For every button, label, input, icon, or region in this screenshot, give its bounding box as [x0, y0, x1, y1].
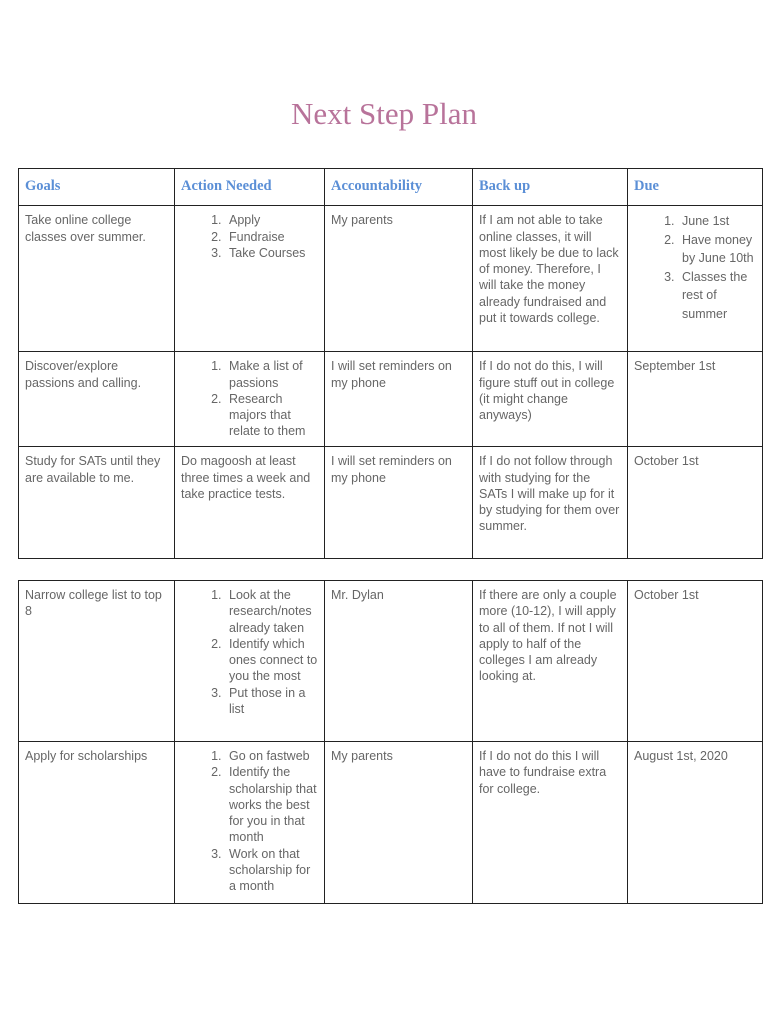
action-cell — [175, 581, 325, 742]
action-list — [181, 748, 318, 895]
accountability-cell: I will set reminders on my phone — [325, 447, 473, 559]
accountability-cell: My parents — [325, 742, 473, 904]
list-item: 2. Research majors that relate to them — [225, 391, 318, 440]
header-action-needed: Action Needed — [175, 169, 325, 206]
table-row — [19, 447, 763, 559]
action-cell: Do magoosh at least three times a week and take practice tests. — [175, 447, 325, 559]
backup-cell: If I do not do this, I will figure stuff out in college (it might change anyways) — [473, 352, 628, 447]
table-row — [19, 742, 763, 904]
action-cell — [175, 742, 325, 904]
list-item: 3. Put those in a list — [225, 685, 318, 718]
table-row — [19, 352, 763, 447]
table-row — [19, 206, 763, 352]
accountability-cell: My parents — [325, 206, 473, 352]
backup-cell: If I do not follow through with studying for the SATs I will make up for it by studying for them over summer. — [473, 447, 628, 559]
due-cell: October 1st — [628, 581, 763, 742]
header-row — [19, 169, 763, 206]
due-cell: October 1st — [628, 447, 763, 559]
goal-cell: Discover/explore passions and calling. — [19, 352, 175, 447]
list-item: 1. Go on fastweb — [225, 748, 318, 764]
backup-cell: If there are only a couple more (10-12), I will apply to all of them. If not I will apply to half of the colleges I am already looking at. — [473, 581, 628, 742]
header-back-up: Back up — [473, 169, 628, 206]
action-list — [181, 587, 318, 717]
action-list — [181, 358, 318, 439]
header-due: Due — [628, 169, 763, 206]
accountability-cell: I will set reminders on my phone — [325, 352, 473, 447]
list-item: 1. Apply — [225, 212, 318, 228]
backup-cell: If I am not able to take online classes, it will most likely be due to lack of money. Therefore, I will take the money already fundraised and put it towards college. — [473, 206, 628, 352]
list-item: 2. Identify the scholarship that works the best for you in that month — [225, 764, 318, 845]
list-item: 3. Classes the rest of summer — [678, 268, 756, 324]
accountability-cell: Mr. Dylan — [325, 581, 473, 742]
due-cell: August 1st, 2020 — [628, 742, 763, 904]
header-accountability: Accountability — [325, 169, 473, 206]
goal-cell: Take online college classes over summer. — [19, 206, 175, 352]
action-list — [181, 212, 318, 261]
page-title: Next Step Plan — [291, 96, 477, 131]
list-item: 1. Make a list of passions — [225, 358, 318, 391]
backup-cell: If I do not do this I will have to fundraise extra for college. — [473, 742, 628, 904]
action-cell — [175, 352, 325, 447]
due-cell — [628, 206, 763, 352]
list-item: 2. Fundraise — [225, 229, 318, 245]
goal-cell: Study for SATs until they are available to me. — [19, 447, 175, 559]
action-cell — [175, 206, 325, 352]
table-row — [19, 581, 763, 742]
plan-table-1 — [18, 168, 763, 559]
list-item: 2. Have money by June 10th — [678, 231, 756, 268]
plan-table-2 — [18, 580, 763, 904]
list-item: 1. Look at the research/notes already taken — [225, 587, 318, 636]
goal-cell: Apply for scholarships — [19, 742, 175, 904]
header-goals: Goals — [19, 169, 175, 206]
list-item: 1. June 1st — [678, 212, 756, 231]
list-item: 3. Work on that scholarship for a month — [225, 846, 318, 895]
list-item: 3. Take Courses — [225, 245, 318, 261]
goal-cell: Narrow college list to top 8 — [19, 581, 175, 742]
list-item: 2. Identify which ones connect to you the most — [225, 636, 318, 685]
due-cell: September 1st — [628, 352, 763, 447]
due-list — [634, 212, 756, 323]
